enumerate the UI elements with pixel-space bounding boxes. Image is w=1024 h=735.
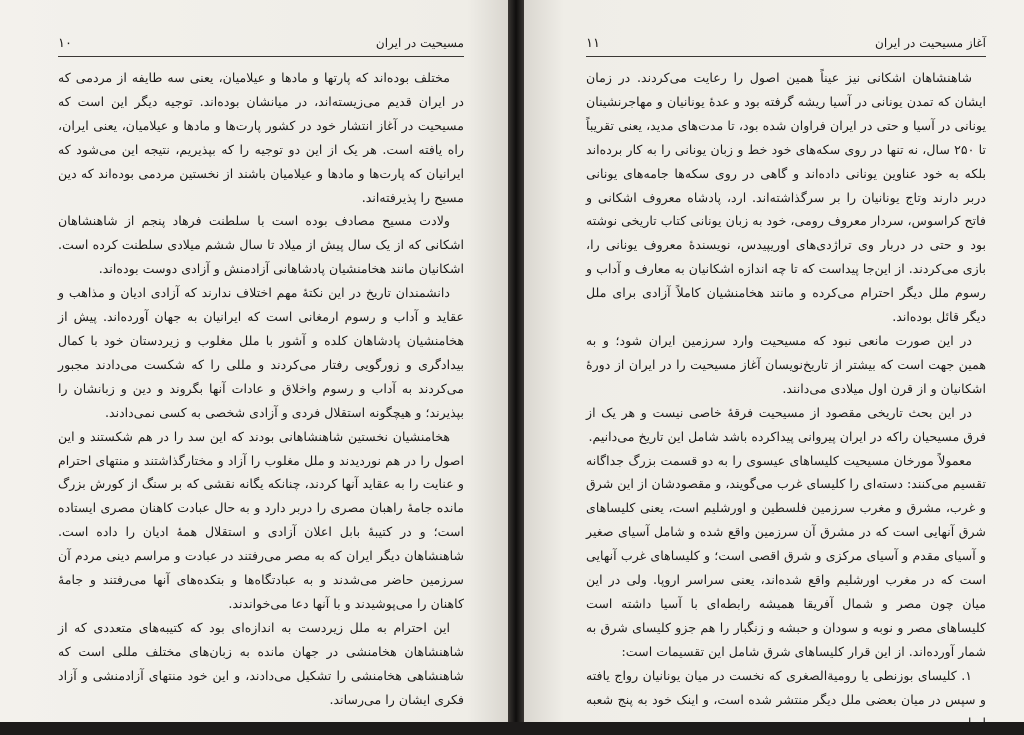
right-paragraph-4: معمولاً مورخان مسیحیت کلیساهای عیسوی را به دو قسمت بزرگ جداگانه تقسیم می‌کنند: دسته‌ای را کلیسای غرب می‌گویند، و مقصودشان از این شرق و غرب، مشرق و مغرب سرزمین فلسطین و اورشلیم است، یعنی کلیساهای شرق آنهایی است که در مشرق آن سرزمین واقع شده و شامل آسیای صغیر و آسیای مقدم و آسیای مرکزی و شرق اقصی است؛ و کلیساهای غرب آنهایی است که در مغرب اورشلیم واقع شده‌اند، یعنی سراسر اروپا. ولی در این میان چون مصر و شمال آفریقا همیشه رابطه‌ای با آسیا داشته است کلیساهای مصر و نوبه و سودان و حبشه و زنگبار را هم جزو کلیسای شرق به شمار آورده‌اند. از این قرار کلیساهای شرق شامل این تقسیمات است: — [586, 452, 986, 659]
left-paragraph-5: این احترام به ملل زیردست به اندازه‌ای بود که کتیبه‌های متعددی که از شاهنشاهان هخامنشی در جهان مانده به زبان‌های مختلف مللی است که شاهنشاهی هخامنشی را تشکیل می‌دادند، و این خود منتهای آزادمنشی و آزاد فکری ایشان را می‌رساند. — [58, 619, 464, 707]
right-paragraph-5: ۱. کلیسای بوزنطی یا رومیةالصغری که نخست در میان یونانیان رواج یافته و سپس در میان بعضی ملل دیگر منتشر شده است، و اینک خود به پنج شعبه اصلی — [586, 667, 986, 731]
book-gutter — [508, 0, 524, 722]
left-paragraph-1: مختلف بوده‌اند که پارتها و مادها و عیلامیان، یعنی سه طایفه از مردمی که در ایران قدیم می‌زیسته‌اند، در میانشان بوده‌اند. توجیه دیگر این است که مسیحیت در آغاز انتشار خود در کشور پارت‌ها و مادها و عیلامیان، یعنی ایران، راه یافته است. هر یک از این دو توجیه را که بپذیریم، نتیجه این می‌شود که ایرانیان که پارت‌ها و مادها و عیلامیان باشند از نخستین مردمی بوده‌اند که دین مسیح را پذیرفته‌اند. — [58, 70, 464, 205]
left-page — [0, 0, 508, 722]
right-running-title: آغاز مسیحیت در ایران — [875, 36, 986, 50]
right-paragraph-2: در این صورت مانعی نبود که مسیحیت وارد سرزمین ایران شود؛ و به همین جهت است که بیشتر از تاریخ‌نویسان آغاز مسیحیت را در ایران از دورهٔ اشکانیان و از قرن اول میلادی می‌دانند. — [586, 332, 986, 396]
right-paragraph-1: شاهنشاهان اشکانی نیز عیناً همین اصول را رعایت می‌کردند. در زمان ایشان که تمدن یونانی در آسیا ریشه گرفته بود و عدهٔ یونانیان و مهاجرنشینان یونانی در آسیا و حتی در ایران فراوان شده بود، تا مدت‌های مدید، یعنی تقریباً تا ۲۵۰ سال، نه تنها در روی سکه‌های خود خط و زبان یونانی را به کار برده‌اند بلکه به خود عناوین یونانی داده‌اند و گاهی در روی سکه‌ها جامه‌های یونانی دربر دارند وتاج یونانیان را بر سرگذاشته‌اند. ارد، پادشاه معروف اشکانی و فاتح کراسوس، سردار معروف رومی، خود به زبان یونانی کتاب تاریخی نوشته بود و حتی در دربار وی تراژدی‌های اوریپیدس، نویسندهٔ معروف یونانی را، بازی می‌کردند. از این‌جا پیداست که تا چه اندازه اشکانیان به معارف و آداب و رسوم ملل دیگر احترام می‌کرده و مانند هخامنشیان کاملاً آزادی برای ملل دیگر قائل بوده‌اند. — [586, 70, 986, 325]
left-running-title: مسیحیت در ایران — [375, 36, 464, 50]
left-paragraph-2: ولادت مسیح مصادف بوده است با سلطنت فرهاد پنجم از شاهنشاهان اشکانی که از یک سال پیش از میلاد تا سال ششم میلادی سلطنت کرده است. اشکانیان مانند هخامنشیان پادشاهانی آزادمنش و آزادی دوست بوده‌اند. — [58, 213, 464, 277]
right-page-header — [586, 34, 986, 57]
left-page-number: ۱۰ — [58, 36, 72, 51]
right-page-number: ۱۱ — [586, 36, 600, 51]
left-paragraph-4: هخامنشیان نخستین شاهنشاهانی بودند که این سد را در هم شکستند و این اصول را در هم نوردیدند و ملل مغلوب را آزاد و مختارگذاشتند و منتهای احترام و عنایت را به عقاید آنها کردند، چنانکه یگانه نقشی که بر سنگ از کورش بزرگ مانده جامهٔ راهبان مصری را دربر دارد و به حال عبادت کاهنان مصری ایستاده است؛ و در کتیبهٔ بابل اعلان آزادی و استقلال همهٔ ادیان را داده است. شاهنشاهان دیگر ایران که به مصر می‌رفتند در عبادت و مراسم دینی مردم آن سرزمین حاضر می‌شدند و به عبادتگاه‌ها و بتکده‌های آنها می‌رفتند و جامهٔ کاهنان را می‌پوشیدند و با آنها دعا می‌خواندند. — [58, 428, 464, 611]
right-paragraph-3: در این بحث تاریخی مقصود از مسیحیت فرقهٔ خاصی نیست و هر یک از فرق مسیحیان راکه در ایران پیروانی پیداکرده باشد شامل این تاریخ می‌دانیم. — [586, 404, 986, 444]
right-page — [524, 0, 1024, 731]
left-paragraph-3: دانشمندان تاریخ در این نکتهٔ مهم اختلاف ندارند که آزادی ادیان و مذاهب و عقاید و آداب و رسوم ارمغانی است که ایرانیان به جهان آورده‌اند. پیش از هخامنشیان پادشاهان کلده و آشور با ملل مغلوب و زیردستان خود با کمال بیدادگری و زورگویی رفتار می‌کردند و مللی را که شکست می‌دادند مجبور می‌کردند به آداب و رسوم واخلاق و عادات آنها بگروند و دین و زبانشان را بپذیرند؛ و هیچگونه استقلال فردی و آزادی شخصی به کسی نمی‌دادند. — [58, 285, 464, 420]
right-body-text — [586, 66, 986, 735]
left-page-header — [58, 34, 464, 57]
left-body-text — [58, 66, 464, 711]
